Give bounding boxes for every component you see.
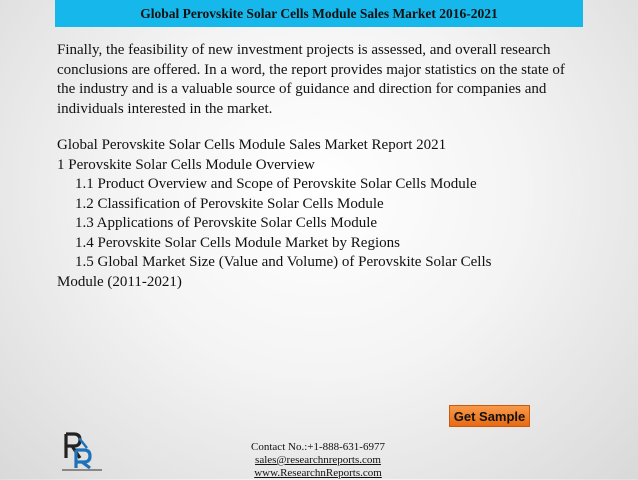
toc-item: 1.1 Product Overview and Scope of Perovskite Solar Cells Module (75, 176, 477, 192)
table-of-contents (57, 136, 577, 292)
toc-item: 1.3 Applications of Perovskite Solar Cells Module (75, 215, 378, 231)
research-n-reports-logo-icon (60, 428, 106, 474)
intro-paragraph: Finally, the feasibility of new investment projects is assessed, and overall research conclusions are offered. In a word, the report provides major statistics on the state of the industry and is a valuable source of guidance and direction for companies and individuals interested in the market. (57, 42, 565, 117)
contact-info (238, 441, 398, 480)
contact-email-link[interactable]: sales@researchnreports.com (255, 454, 381, 466)
page-title: Global Perovskite Solar Cells Module Sales Market 2016-2021 (140, 5, 498, 21)
logo (60, 428, 106, 474)
toc-item: 1.2 Classification of Perovskite Solar Cells Module (75, 195, 384, 212)
title-bar (55, 0, 583, 27)
get-sample-button[interactable]: Get Sample (449, 405, 530, 427)
contact-phone: Contact No.:+1-888-631-6977 (251, 441, 385, 453)
toc-item: 1.4 Perovskite Solar Cells Module Market by Regions (75, 234, 400, 251)
toc-item: 1.5 Global Market Size (Value and Volume) of Perovskite Solar Cells (75, 254, 492, 270)
report-title: Global Perovskite Solar Cells Module Sales Market Report 2021 (57, 137, 447, 153)
toc-chapter: 1 Perovskite Solar Cells Module Overview (57, 156, 315, 173)
contact-website-link[interactable]: www.ResearchnReports.com (254, 467, 382, 479)
toc-item-continuation: Module (2011-2021) (57, 273, 182, 290)
